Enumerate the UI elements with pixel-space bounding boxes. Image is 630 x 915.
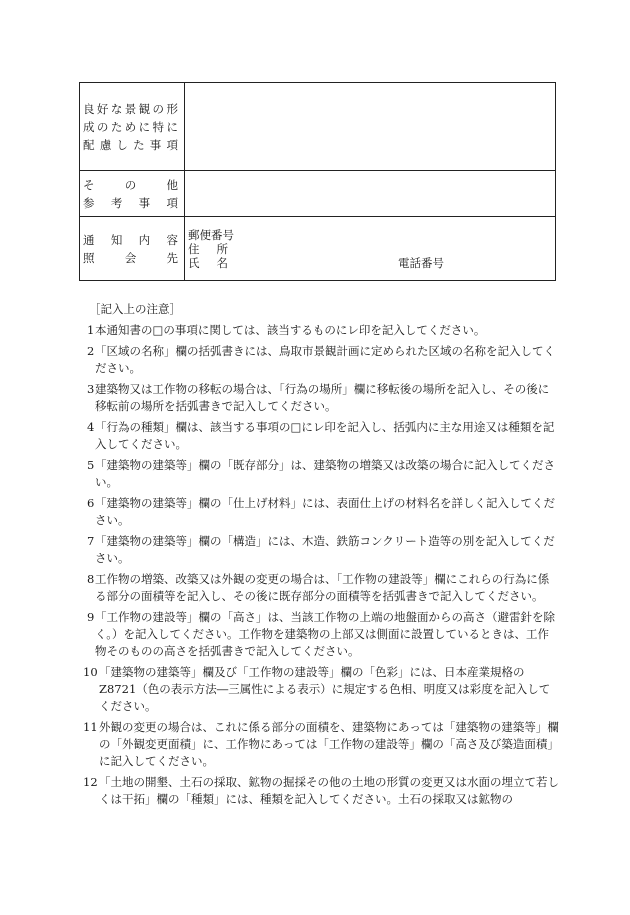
note-item (79, 457, 559, 491)
note-text: 工作物の増築、改築又は外観の変更の場合は、「工作物の建設等」欄にこれらの行為に係る部分の面積等を記入し、その後に既存部分の面積等を括弧書きで記入してください。 (95, 572, 550, 603)
note-number: 4 (87, 420, 95, 434)
name-label: 氏 名 (188, 255, 228, 270)
contact-label (80, 217, 185, 281)
note-item (79, 533, 559, 567)
contact-field[interactable] (185, 217, 556, 281)
note-text: 「行為の種類」欄は、該当する事項の□にレ印を記入し、括弧内に主な用途又は種類を記入してください。 (95, 420, 555, 451)
note-item (79, 419, 559, 453)
note-number: 1 (87, 323, 95, 337)
entry-notes (79, 301, 559, 812)
label-line: 参 考 事 項 (83, 195, 178, 210)
note-item (79, 609, 559, 660)
note-item (79, 571, 559, 605)
note-text: 外観の変更の場合は、これに係る部分の面積を、建築物にあっては「建築物の建築等」欄の「外観変更面積」に、工作物にあっては「工作物の建設等」欄の「高さ及び築造面積」に記入してください。 (99, 720, 559, 768)
other-notes-label (80, 171, 185, 217)
note-number: 9 (87, 610, 95, 624)
note-number: 10 (83, 665, 98, 679)
label-line: 通 知 内 容 (83, 232, 178, 247)
notes-title: ［記入上の注意］ (89, 302, 181, 316)
note-number: 5 (87, 458, 95, 472)
consideration-label (80, 83, 185, 171)
note-item (79, 664, 559, 715)
note-number: 11 (83, 720, 98, 734)
note-number: 7 (87, 534, 95, 548)
other-notes-field[interactable] (185, 171, 556, 217)
note-number: 12 (83, 775, 98, 789)
label-line: 照 会 先 (83, 250, 178, 265)
note-number: 6 (87, 496, 95, 510)
note-text: 建築物又は工作物の移転の場合は、「行為の場所」欄に移転後の場所を記入し、その後に移転前の場所を括弧書きで記入してください。 (95, 382, 550, 413)
note-text: 「建築物の建築等」欄の「構造」には、木造、鉄筋コンクリート造等の別を記入してください。 (95, 534, 555, 565)
label-line: 配 慮 し た 事 項 (83, 137, 178, 152)
note-text: 「建築物の建築等」欄の「既存部分」は、建築物の増築又は改築の場合に記入してください。 (95, 458, 555, 489)
consideration-field[interactable] (185, 83, 556, 171)
note-number: 2 (87, 344, 95, 358)
note-item (79, 774, 559, 808)
note-item (79, 343, 559, 377)
postal-code-label: 郵便番号 (188, 227, 234, 242)
address-label: 住 所 (188, 241, 228, 256)
note-text: 「区域の名称」欄の括弧書きには、鳥取市景観計画に定められた区域の名称を記入してください。 (95, 344, 555, 375)
note-item (79, 719, 559, 770)
phone-label: 電話番号 (398, 255, 444, 270)
note-item (79, 495, 559, 529)
note-item (79, 322, 559, 339)
note-item (79, 381, 559, 415)
label-line: 良 好 な 景 観 の 形 (83, 101, 178, 116)
label-line: 成 の た め に 特 に (83, 119, 178, 134)
note-number: 3 (87, 382, 95, 396)
label-line: そ の 他 (83, 177, 178, 192)
note-number: 8 (87, 572, 95, 586)
note-text: 「建築物の建築等」欄及び「工作物の建設等」欄の「色彩」には、日本産業規格のZ8721（色の表示方法―三属性による表示）に規定する色相、明度又は彩度を記入してください。 (99, 665, 551, 713)
note-text: 「建築物の建築等」欄の「仕上げ材料」には、表面仕上げの材料名を詳しく記入してください。 (95, 496, 555, 527)
note-text: 「工作物の建設等」欄の「高さ」は、当該工作物の上端の地盤面からの高さ（避雷針を除く。）を記入してください。工作物を建築物の上部又は側面に設置しているときは、工作物そのものの高さを括弧書きで記入してください。 (95, 610, 555, 658)
note-text: 「土地の開墾、土石の採取、鉱物の掘採その他の土地の形質の変更又は水面の埋立て若しくは干拓」欄の「種類」には、種類を記入してください。土石の採取又は鉱物の (99, 775, 559, 806)
notification-form-table (79, 82, 556, 281)
note-text: 本通知書の□の事項に関しては、該当するものにレ印を記入してください。 (95, 323, 486, 337)
